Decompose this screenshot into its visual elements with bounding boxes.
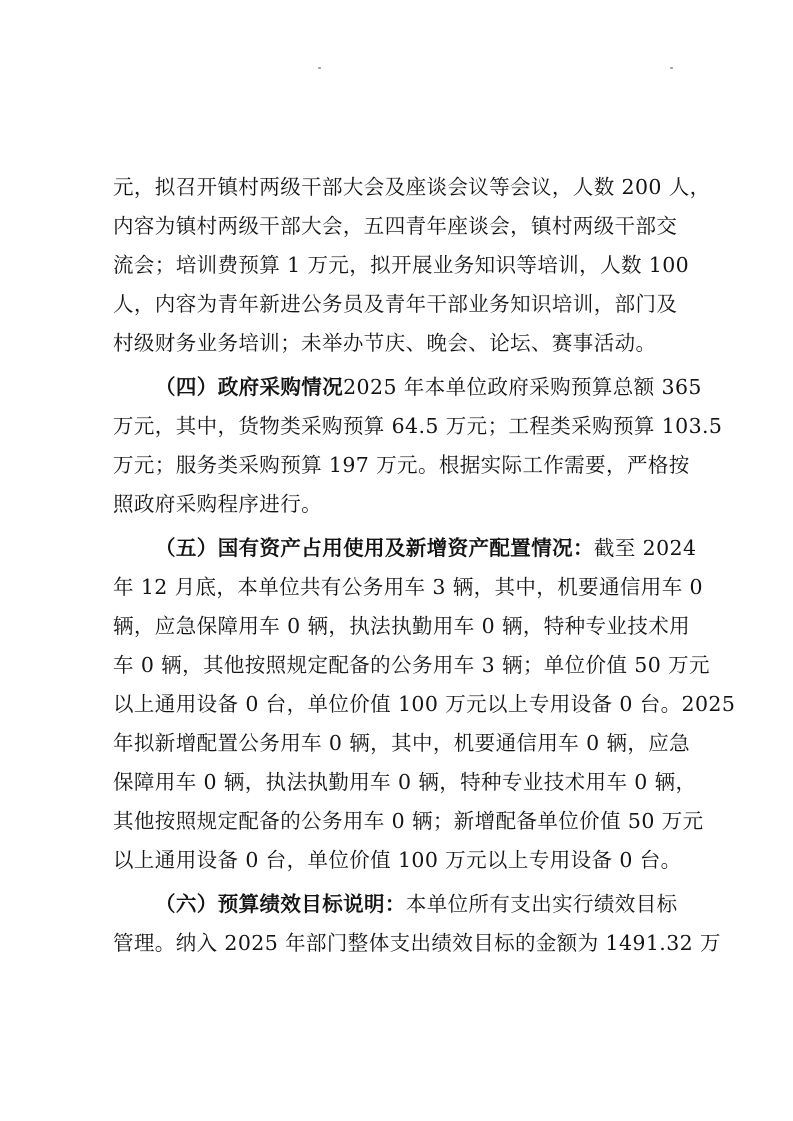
section-6-heading: （六）预算绩效目标说明： xyxy=(155,892,406,916)
text-line: 村级财务业务培训；未举办节庆、晚会、论坛、赛事活动。 xyxy=(113,331,657,355)
text-line: 年拟新增配置公务用车 0 辆，其中，机要通信用车 0 辆，应急 xyxy=(113,731,691,755)
text-line: 保障用车 0 辆，执法执勤用车 0 辆，特种专业技术用车 0 辆， xyxy=(113,770,697,794)
text-line: 以上通用设备 0 台，单位价值 100 万元以上专用设备 0 台。2025 xyxy=(113,692,736,716)
text-line: 辆，应急保障用车 0 辆，执法执勤用车 0 辆，特种专业技术用 xyxy=(113,614,691,638)
text-line: 照政府采购程序进行。 xyxy=(113,492,322,516)
section-5-heading: （五）国有资产占用使用及新增资产配置情况： xyxy=(155,536,594,560)
text-line: 流会；培训费预算 1 万元，拟开展业务知识等培训，人数 100 xyxy=(113,253,690,277)
section-4-heading: （四）政府采购情况 xyxy=(155,375,344,399)
section-6-first-line xyxy=(113,885,683,924)
text-line: 人，内容为青年新进公务员及青年干部业务知识培训，部门及 xyxy=(113,292,678,316)
text-line: 年 12 月底，本单位共有公务用车 3 辆，其中，机要通信用车 0 xyxy=(113,575,703,599)
scan-speck xyxy=(318,67,321,69)
text-line: 万元；服务类采购预算 197 万元。根据实际工作需要，严格按 xyxy=(113,453,690,477)
text-line: 以上通用设备 0 台，单位价值 100 万元以上专用设备 0 台。 xyxy=(113,848,682,872)
section-5-first-line-text: 截至 2024 xyxy=(593,536,697,560)
section-5-first-line xyxy=(113,529,697,568)
text-line: 车 0 辆，其他按照规定配备的公务用车 3 辆；单位价值 50 万元 xyxy=(113,653,710,677)
scan-speck xyxy=(670,67,673,69)
section-4-first-line xyxy=(113,368,702,407)
text-line: 元，拟召开镇村两级干部大会及座谈会议等会议，人数 200 人， xyxy=(113,175,711,199)
text-line: 万元，其中，货物类采购预算 64.5 万元；工程类采购预算 103.5 xyxy=(113,414,723,438)
section-6-first-line-text: 本单位所有支出实行绩效目标 xyxy=(405,892,678,916)
text-line: 管理。纳入 2025 年部门整体支出绩效目标的金额为 1491.32 万 xyxy=(113,931,721,955)
document-body xyxy=(113,168,736,963)
section-4-first-line-text: 2025 年本单位政府采购预算总额 365 xyxy=(343,375,702,399)
text-line: 内容为镇村两级干部大会，五四青年座谈会，镇村两级干部交 xyxy=(113,214,678,238)
text-line: 其他按照规定配备的公务用车 0 辆；新增配备单位价值 50 万元 xyxy=(113,809,704,833)
